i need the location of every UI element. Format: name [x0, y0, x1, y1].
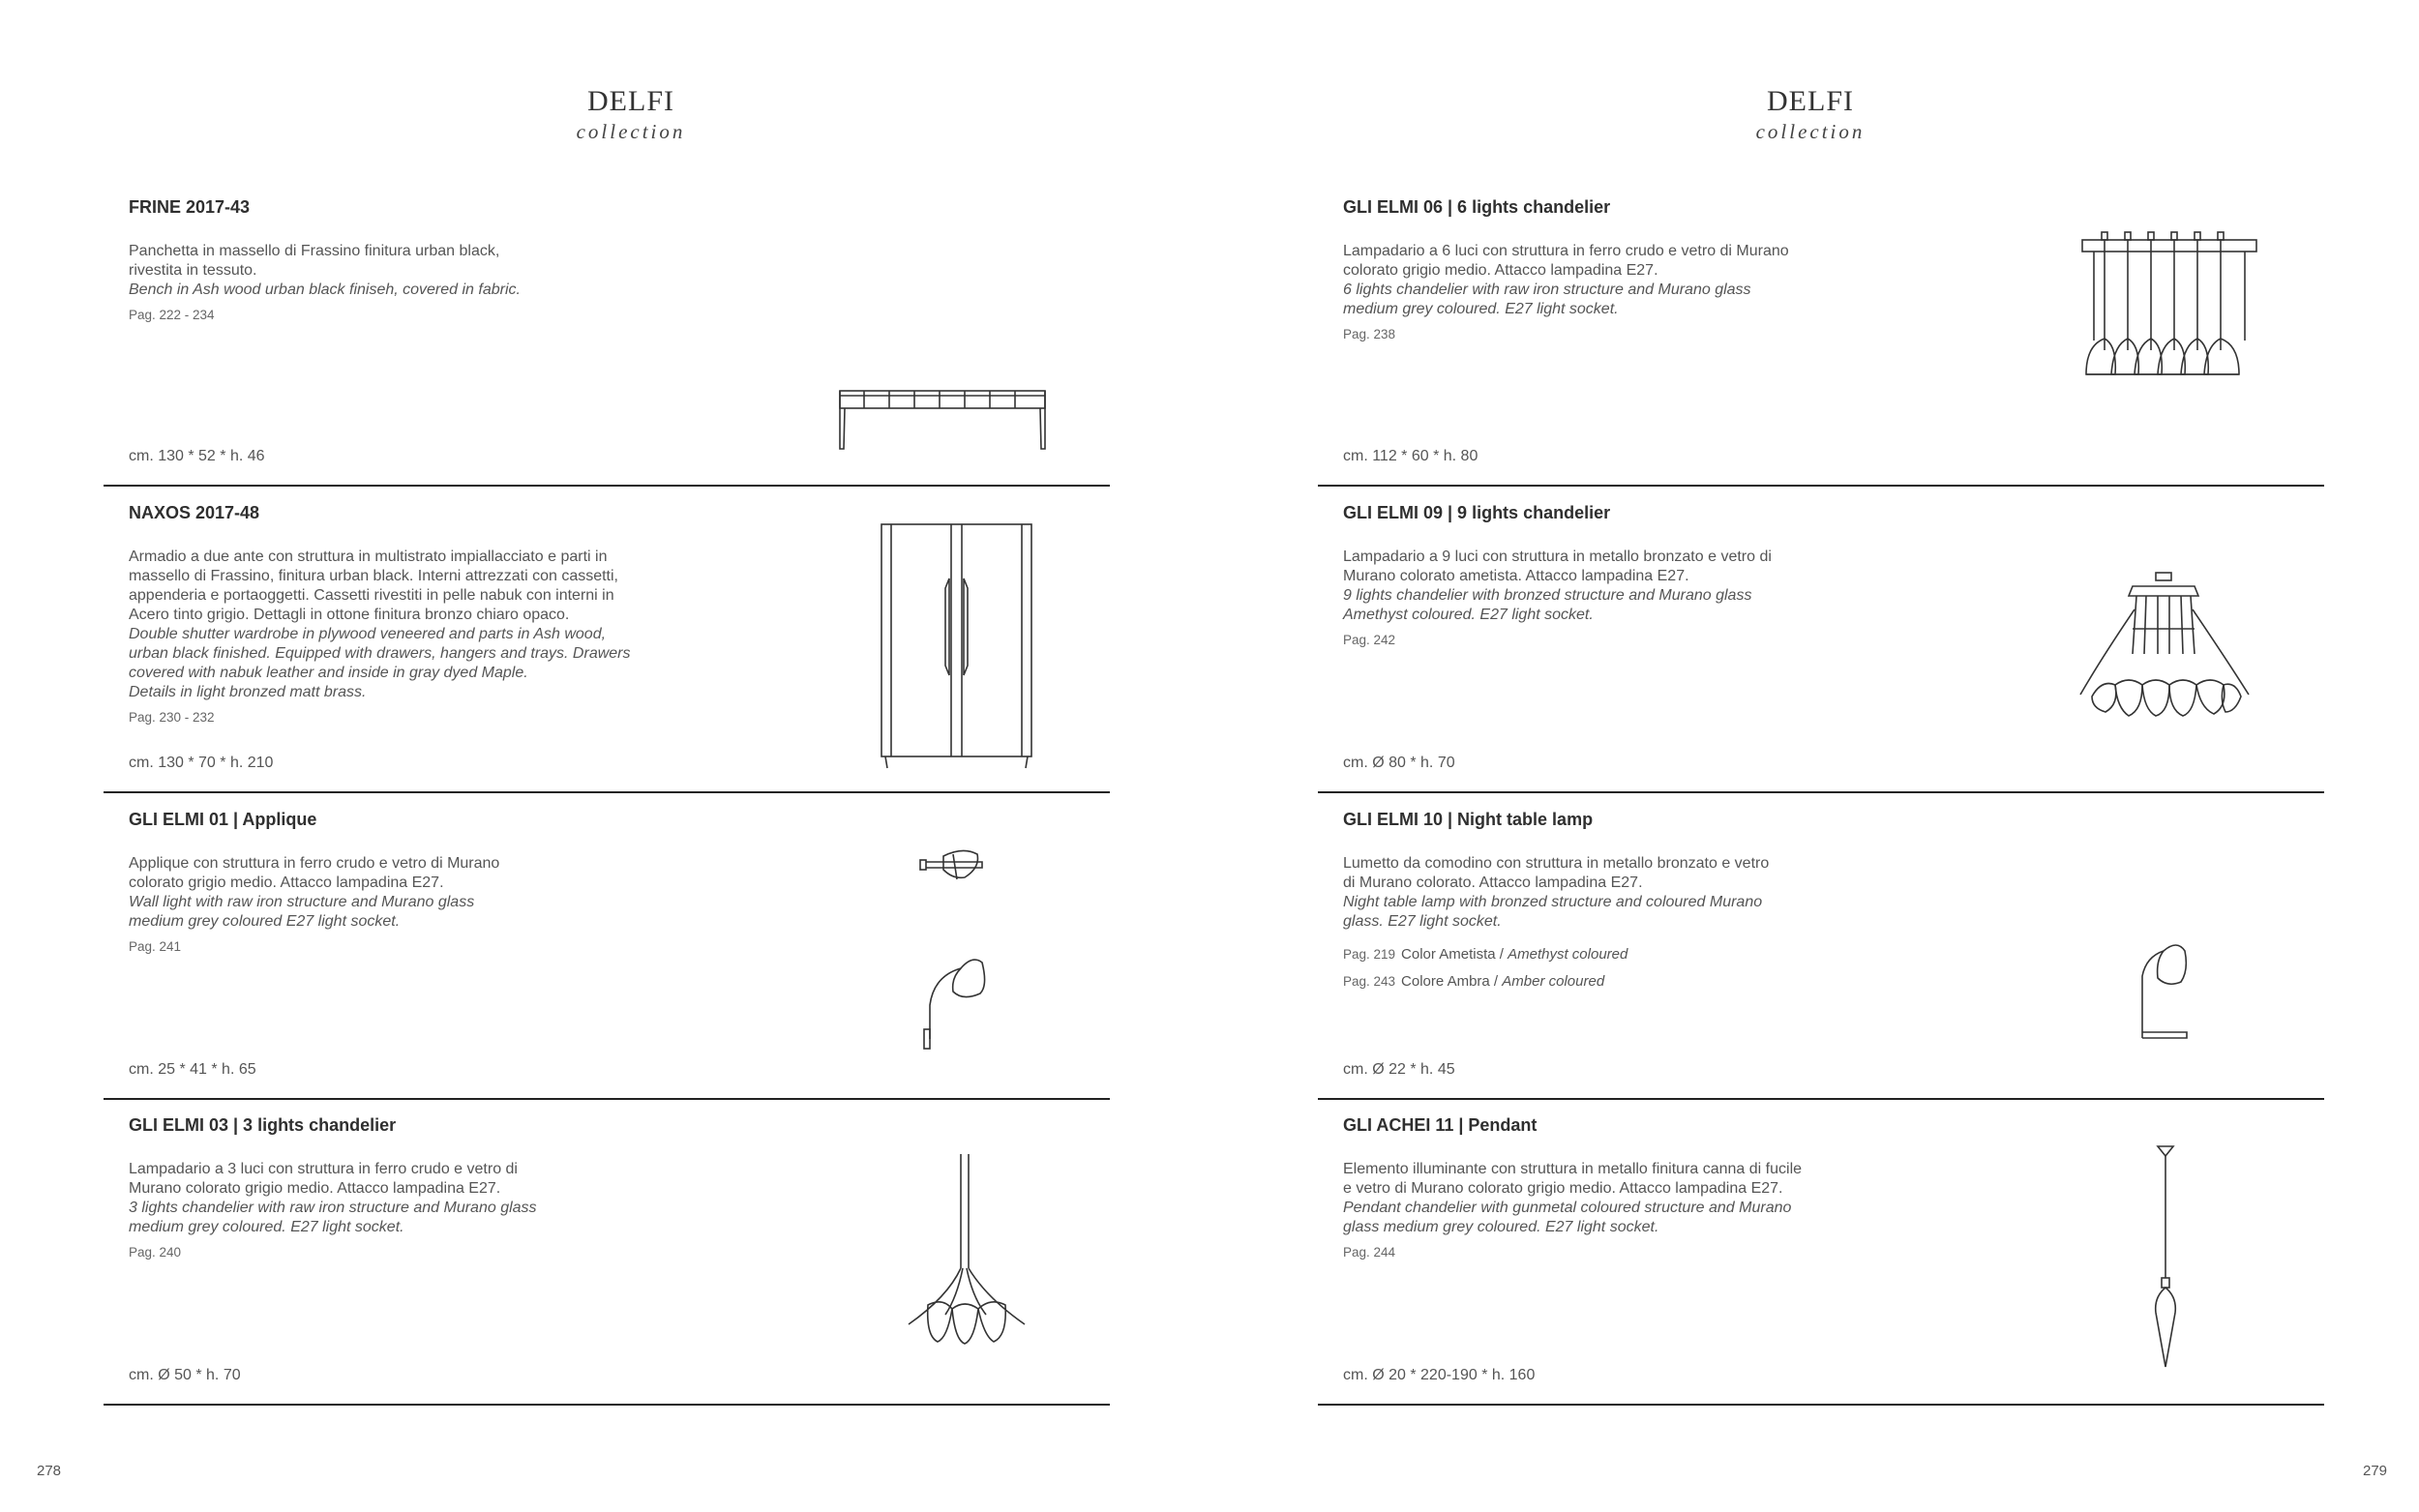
description-italian: Panchetta in massello di Frassino finitura urban black, rivestita in tessuto. — [129, 243, 500, 279]
page-reference: Pag. 230 - 232 — [129, 710, 215, 725]
brand-title: DELFI — [1767, 85, 1854, 117]
description-italian: Applique con struttura in ferro crudo e vetro di Murano colorato grigio medio. Attacco lampadina E27. — [129, 855, 500, 891]
chandelier-9-drawing — [2073, 571, 2266, 726]
page-reference: Pag. 242 — [1343, 633, 1396, 647]
product-dimensions: cm. Ø 50 * h. 70 — [129, 1367, 241, 1383]
brand-title: DELFI — [587, 85, 674, 117]
variant-amber — [1343, 968, 1924, 995]
description-english: Bench in Ash wood urban black finiseh, covered in fabric. — [129, 282, 521, 298]
chandelier-6-drawing — [2073, 224, 2266, 389]
page-reference: Pag. 238 — [1343, 327, 1396, 341]
product-gli-elmi-09 — [1318, 486, 2324, 793]
page-reference: Pag. 222 - 234 — [129, 308, 215, 322]
product-title: NAXOS 2017-48 — [129, 503, 260, 522]
description-english: Pendant chandelier with gunmetal coloured structure and Murano glass medium grey coloured. E27 light socket. — [1343, 1200, 1792, 1235]
collection-header — [26, 85, 1236, 145]
product-title: GLI ELMI 03 | 3 lights chandelier — [129, 1115, 397, 1135]
product-gli-achei-11 — [1318, 1098, 2324, 1406]
description-italian: Lampadario a 3 luci con struttura in ferro crudo e vetro di Murano colorato grigio medio. Attacco lampadina E27. — [129, 1161, 518, 1197]
collection-subtitle: collection — [1755, 120, 1866, 143]
description-english: 3 lights chandelier with raw iron structure and Murano glass medium grey coloured. E27 light socket. — [129, 1200, 537, 1235]
wardrobe-drawing — [878, 520, 1047, 772]
description-english: Night table lamp with bronzed structure and coloured Murano glass. E27 light socket. — [1343, 894, 1763, 930]
product-title: GLI ELMI 06 | 6 lights chandelier — [1343, 197, 1611, 217]
product-title: GLI ELMI 01 | Applique — [129, 810, 317, 829]
product-description — [129, 854, 709, 957]
product-description — [1343, 854, 1924, 995]
product-frine — [104, 180, 1110, 487]
product-gli-elmi-03 — [104, 1098, 1110, 1406]
product-naxos — [104, 486, 1110, 793]
product-title: GLI ELMI 10 | Night table lamp — [1343, 810, 1594, 829]
page-number: 278 — [37, 1463, 62, 1479]
description-english: 6 lights chandelier with raw iron structure and Murano glass medium grey coloured. E27 light socket. — [1343, 282, 1751, 317]
variant-name-italian: Color Ametista — [1401, 946, 1496, 963]
product-description — [1343, 548, 1924, 650]
product-gli-elmi-01 — [104, 792, 1110, 1100]
page-reference: Pag. 240 — [129, 1245, 182, 1260]
wall-light-drawing — [914, 841, 1011, 1063]
product-gli-elmi-06 — [1318, 180, 2324, 487]
variant-name-english: Amethyst coloured — [1508, 946, 1628, 963]
product-dimensions: cm. 130 * 70 * h. 210 — [129, 755, 274, 771]
product-description — [1343, 1160, 1924, 1262]
product-gli-elmi-10 — [1318, 792, 2324, 1100]
product-description — [129, 1160, 709, 1262]
product-title: GLI ACHEI 11 | Pendant — [1343, 1115, 1538, 1135]
color-variants — [1343, 941, 1924, 995]
bench-drawing — [835, 383, 1058, 460]
variant-amethyst — [1343, 941, 1924, 968]
right-page — [1210, 0, 2419, 1512]
page-reference: Pag. 244 — [1343, 1245, 1396, 1260]
table-lamp-drawing — [2131, 937, 2208, 1044]
variant-name-english: Amber coloured — [1502, 973, 1605, 990]
variant-name-italian: Colore Ambra — [1401, 973, 1490, 990]
product-dimensions: cm. Ø 22 * h. 45 — [1343, 1061, 1455, 1078]
page-reference: Pag. 243 — [1343, 974, 1396, 989]
description-italian: Lampadario a 6 luci con struttura in ferro crudo e vetro di Murano colorato grigio medio. Attacco lampadina E27. — [1343, 243, 1789, 279]
pendant-drawing — [2146, 1142, 2185, 1375]
product-dimensions: cm. 130 * 52 * h. 46 — [129, 448, 265, 464]
page-reference: Pag. 219 — [1343, 947, 1396, 962]
description-english: 9 lights chandelier with bronzed structure and Murano glass Amethyst coloured. E27 light socket. — [1343, 587, 1752, 623]
product-title: FRINE 2017-43 — [129, 197, 251, 217]
page-number: 279 — [2363, 1463, 2388, 1479]
chandelier-3-drawing — [899, 1152, 1034, 1355]
description-italian: Elemento illuminante con struttura in metallo finitura canna di fucile e vetro di Murano colorato grigio medio. Attacco lampadina E27. — [1343, 1161, 1803, 1197]
description-english: Wall light with raw iron structure and Murano glass medium grey coloured E27 light socket. — [129, 894, 475, 930]
product-dimensions: cm. 112 * 60 * h. 80 — [1343, 448, 1478, 464]
description-italian: Lumetto da comodino con struttura in metallo bronzato e vetro di Murano colorato. Attacco lampadina E27. — [1343, 855, 1770, 891]
product-dimensions: cm. Ø 20 * 220-190 * h. 160 — [1343, 1367, 1536, 1383]
collection-subtitle: collection — [576, 120, 686, 143]
variant-separator: / — [1489, 973, 1503, 990]
description-italian: Lampadario a 9 luci con struttura in metallo bronzato e vetro di Murano colorato ametista. Attacco lampadina E27. — [1343, 548, 1772, 584]
variant-separator: / — [1495, 946, 1508, 963]
product-description — [129, 242, 709, 325]
page-reference: Pag. 241 — [129, 939, 182, 954]
product-dimensions: cm. Ø 80 * h. 70 — [1343, 755, 1455, 771]
description-english: Double shutter wardrobe in plywood veneered and parts in Ash wood, urban black finished. Equipped with drawers, hangers and trays. Drawers covered with nabuk leather and inside in gray dyed Maple. Details in light bronzed matt brass. — [129, 626, 631, 700]
product-title: GLI ELMI 09 | 9 lights chandelier — [1343, 503, 1611, 522]
product-description — [1343, 242, 1924, 344]
description-italian: Armadio a due ante con struttura in multistrato impiallacciato e parti in massello di Frassino, finitura urban black. Interni attrezzati con cassetti, appenderia e portaoggetti. Cassetti rivestiti in pelle nabuk con interni in Acero tinto grigio. Dettagli in ottone finitura bronzo chiaro opaco. — [129, 548, 618, 623]
product-description — [129, 548, 709, 727]
product-dimensions: cm. 25 * 41 * h. 65 — [129, 1061, 256, 1078]
collection-header — [1206, 85, 2415, 145]
